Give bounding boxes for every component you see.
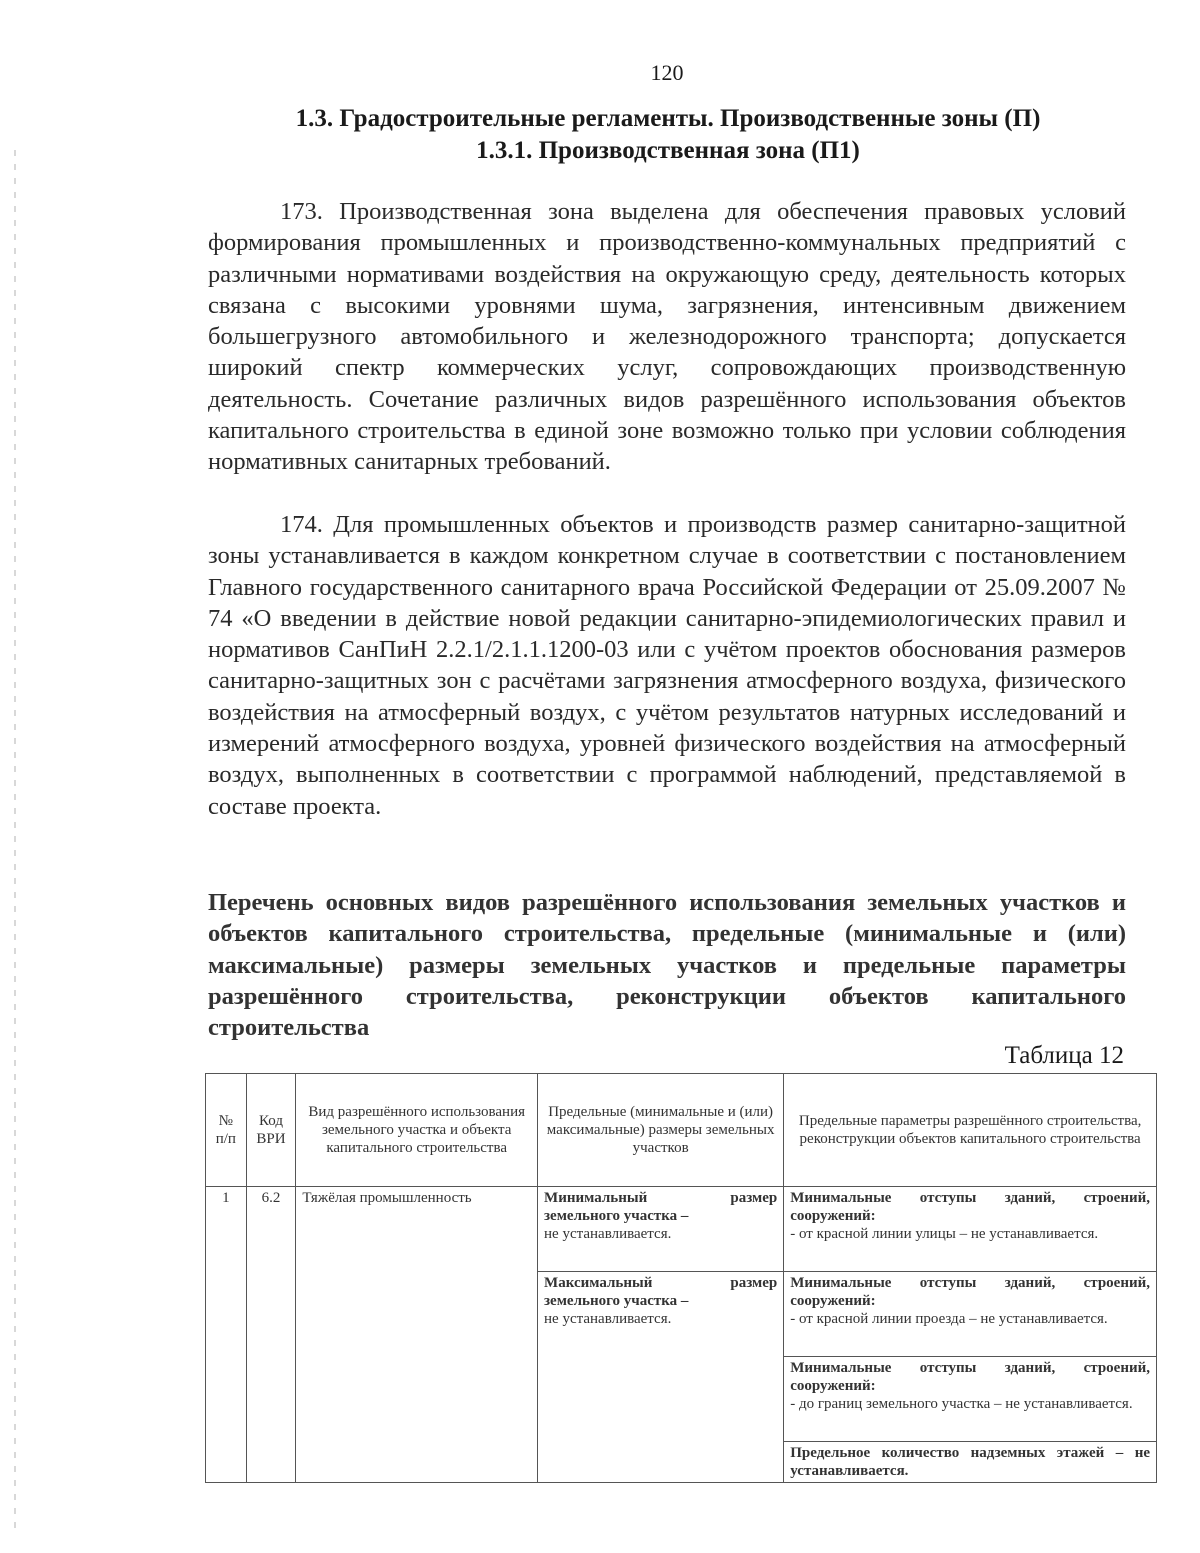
header-size: Предельные (минимальные и (или) максимальные) размеры земельных участков [538,1074,784,1187]
size-min-title: Минимальный размер земельного участка – [544,1190,778,1224]
header-num: № п/п [206,1074,247,1187]
size-max-value: не устанавливается. [544,1311,672,1327]
scan-edge-artifact [14,150,16,1530]
table-row [206,1187,1157,1272]
size-min-value: не устанавливается. [544,1226,672,1242]
cell-code: 6.2 [246,1187,296,1483]
page-number: 120 [650,60,684,85]
subsection-heading: 1.3.1. Производственная зона (П1) [476,137,860,164]
header-params: Предельные параметры разрешённого строительства, реконструкции объектов капитального строительства [784,1074,1157,1187]
cell-size-min [538,1187,784,1272]
param-2-title: Минимальные отступы зданий, строений, сооружений: [790,1275,1150,1309]
param-3-title: Минимальные отступы зданий, строений, сооружений: [790,1360,1150,1394]
cell-param-1 [784,1187,1157,1272]
table-header-row [206,1074,1157,1187]
param-1-value: - от красной линии улицы – не устанавливается. [790,1226,1099,1242]
table-caption: Перечень основных видов разрешённого использования земельных участков и объектов капитального строительства, предельные (минимальные и (или) максимальные) размеры земельных участков и предельные параметры разрешённого строительства, реконструкции объектов капитального строительства [208,889,1126,1042]
header-code: Код ВРИ [246,1074,296,1187]
cell-param-4 [784,1442,1157,1483]
cell-param-3 [784,1357,1157,1442]
table-label: Таблица 12 [1004,1042,1124,1069]
cell-num: 1 [206,1187,247,1483]
param-4-title: Предельное количество надземных этажей – не устанавливается. [790,1445,1150,1479]
cell-size-max [538,1272,784,1483]
header-name: Вид разрешённого использования земельного участка и объекта капитального строительства [296,1074,538,1187]
size-max-title: Максимальный размер земельного участка – [544,1275,778,1309]
cell-name: Тяжёлая промышленность [296,1187,538,1483]
param-2-value: - от красной линии проезда – не устанавливается. [790,1311,1108,1327]
param-1-title: Минимальные отступы зданий, строений, сооружений: [790,1190,1150,1224]
paragraph-174: 174. Для промышленных объектов и производств размер санитарно-защитной зоны устанавливается в каждом конкретном случае в соответствии с постановлением Главного государственного санитарного врача Российской Федерации от 25.09.2007 № 74 «О введении в действие новой редакции санитарно-эпидемиологических правил и нормативов СанПиН 2.2.1/2.1.1.1200-03 или с учётом проектов обоснования размеров санитарно-защитных зон с расчётами загрязнения атмосферного воздуха, физического воздействия на атмосферный воздух, с учётом результатов натурных исследований и измерений атмосферного воздуха, уровней физического воздействия на атмосферный воздух, выполненных в соответствии с программой наблюдений, представляемой в составе проекта. [208,511,1126,820]
param-3-value: - до границ земельного участка – не устанавливается. [790,1396,1133,1412]
section-heading: 1.3. Градостроительные регламенты. Производственные зоны (П) [295,105,1041,132]
regulations-table [205,1073,1157,1483]
paragraph-173: 173. Производственная зона выделена для обеспечения правовых условий формирования промышленных и производственно-коммунальных предприятий с различными нормативами воздействия на окружающую среду, деятельность которых связана с высокими уровнями шума, загрязнения, интенсивным движением большегрузного автомобильного и железнодорожного транспорта; допускается широкий спектр коммерческих услуг, сопровождающих производственную деятельность. Сочетание различных видов разрешённого использования объектов капитального строительства в единой зоне возможно только при условии соблюдения нормативных санитарных требований. [208,198,1126,476]
cell-param-2 [784,1272,1157,1357]
